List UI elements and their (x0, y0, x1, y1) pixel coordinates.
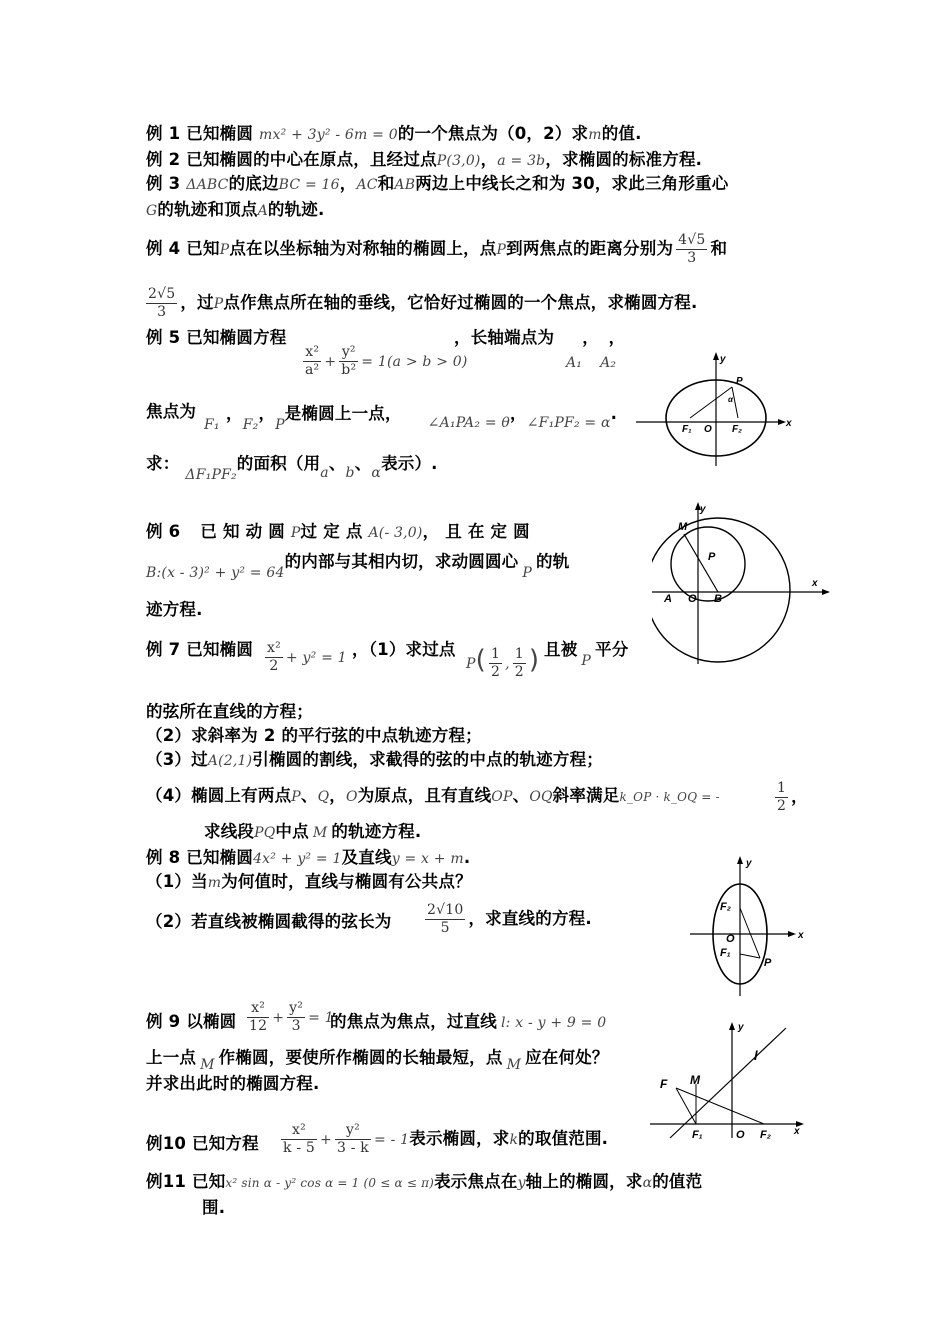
fraction (339, 344, 358, 379)
fraction (146, 286, 177, 321)
example-2 (146, 150, 702, 171)
text: 斜率满足 (552, 786, 620, 805)
equation: a = 3b (497, 153, 546, 169)
equation: k_OP · k_OQ = - (619, 790, 720, 804)
text: （2）若直线被椭圆截得的弦长为 (146, 912, 392, 931)
denominator: 2 (777, 798, 787, 814)
x-arrow-icon (788, 931, 796, 937)
text: 、 (328, 454, 346, 473)
text: 点作焦点所在轴的垂线，它恰好过椭圆的一个焦点，求椭圆方程. (223, 293, 698, 312)
text: 的弦所在直线的方程； (146, 702, 313, 721)
variable: m (207, 875, 222, 891)
label-p: P (736, 376, 743, 387)
label-y: y (738, 1022, 744, 1033)
example-7-point: P( $\frac{1}{2}$ , $\frac{1}{2}$ ) (466, 645, 540, 680)
point: P(3,0) (436, 153, 481, 169)
text: ，过 (180, 293, 214, 312)
example-9-cont2 (146, 1048, 609, 1073)
label-alpha: α (728, 395, 733, 404)
text: 的轨迹和顶点 (157, 200, 258, 219)
label-f2: F₂ (720, 901, 731, 913)
text: 求线段 (204, 822, 255, 841)
fraction (513, 646, 526, 681)
example-5-foci-cont (204, 414, 220, 435)
variable: α (642, 1175, 653, 1191)
point: P (466, 656, 476, 672)
text: 已知椭圆 (180, 848, 254, 867)
text: 的值范 (652, 1172, 703, 1191)
y-arrow-icon (713, 352, 719, 360)
numerator: x² (267, 640, 281, 656)
equation: = 1(a > b > 0) (361, 354, 468, 370)
example-label: 例 3 (146, 174, 181, 193)
numerator: y² (339, 344, 358, 362)
fraction (335, 1122, 371, 1157)
example-7 (146, 640, 253, 660)
denominator: 12 (249, 1018, 268, 1034)
label-y: y (746, 858, 752, 869)
text: 求： (146, 454, 180, 473)
text: （3）过 (146, 750, 208, 769)
text: ， 且 在 定 圆 (422, 522, 530, 541)
example-9-cont (330, 1012, 606, 1033)
numerator: 2√10 (427, 902, 464, 918)
variable: α (371, 465, 382, 481)
fraction (287, 1000, 305, 1035)
x-arrow-icon (822, 589, 830, 595)
example-4-cont (146, 286, 697, 321)
text: ，求椭圆的标准方程. (545, 150, 703, 169)
text: ，求直线的方程. (468, 909, 592, 928)
label-x: x (786, 418, 792, 429)
circle: P (290, 525, 301, 541)
label-l: l (754, 1048, 758, 1063)
example-7-q1 (352, 640, 456, 660)
small-circle (671, 527, 745, 601)
text: 作椭圆，要使所作椭圆的长轴最短，点 (218, 1048, 503, 1067)
variable: a (320, 465, 329, 481)
denominator: 2 (514, 664, 524, 680)
example-5 (146, 328, 286, 348)
point: F₁ (204, 417, 220, 433)
text: ，长轴端点为 (454, 328, 555, 347)
example-label: 例 8 (146, 848, 181, 867)
text: ， (480, 150, 498, 169)
text: 、 (300, 786, 318, 805)
label-y: y (720, 354, 726, 365)
text: 和 (377, 174, 395, 193)
denominator: k - 5 (283, 1140, 316, 1156)
equation: BC = 16 (278, 177, 340, 193)
text: . (463, 848, 471, 867)
numerator: 1 (777, 780, 787, 796)
segment: AB (394, 177, 416, 193)
numerator: y² (335, 1122, 371, 1140)
text: （4）椭圆上有两点 (146, 786, 292, 805)
example-9-cont3 (146, 1074, 319, 1094)
text: 表示焦点在 (434, 1172, 518, 1191)
text: 的一个焦点为（0，2）求 (397, 124, 589, 143)
text: 迹方程. (146, 600, 203, 619)
equation: + y² = 1 (285, 650, 347, 666)
text: 、 (354, 454, 372, 473)
example-5-points (566, 352, 616, 373)
point: A₁ (566, 355, 583, 371)
text: 是椭圆上一点， (284, 404, 402, 423)
example-11 (146, 1172, 702, 1193)
label-o: O (688, 593, 697, 605)
text: ， (339, 174, 357, 193)
text: 围. (202, 1198, 226, 1217)
variable: m (588, 127, 602, 143)
denominator: 3 (291, 1018, 301, 1034)
figure-ellipse-5 (632, 350, 796, 468)
denominator: 3 - k (336, 1140, 369, 1156)
example-3-cont (146, 200, 324, 221)
example-7-q2 (146, 726, 482, 746)
text: 点在以坐标轴为对称轴的椭圆上，点 (229, 239, 497, 258)
example-3 (146, 174, 728, 195)
text: 已知 (180, 239, 220, 258)
numerator: y² (289, 1000, 304, 1016)
example-label: 例 4 (146, 239, 181, 258)
example-6 (146, 522, 530, 543)
text: 且被 (544, 640, 578, 659)
point: A₂ (600, 355, 617, 371)
example-label: 例10 (146, 1134, 187, 1153)
label-f: F (660, 1077, 668, 1091)
example-7-q1c (146, 702, 313, 722)
example-5-ask (146, 454, 438, 483)
numerator: 2√5 (148, 286, 176, 302)
example-9 (146, 1012, 236, 1032)
example-7-q4-frac (772, 780, 808, 815)
example-5-foci (146, 402, 196, 422)
text: 的值. (601, 124, 642, 143)
denominator: 3 (687, 250, 697, 266)
text: 中点 (275, 822, 309, 841)
fraction (489, 646, 502, 681)
segment: OQ (529, 789, 553, 805)
equation: mx² + 3y² - 6m = 0 (259, 127, 398, 143)
label-a: A (664, 593, 672, 605)
text: 已知方程 (186, 1134, 259, 1153)
line-l (670, 1028, 786, 1138)
label-f1: F₁ (692, 1129, 703, 1140)
text: 平分 (595, 640, 629, 659)
text: 为原点，且有直线 (357, 786, 492, 805)
label-x: x (794, 1126, 800, 1137)
denominator: 3 (157, 304, 167, 320)
point: P (522, 565, 533, 581)
equation: = - 1 (374, 1132, 410, 1148)
denominator: b² (341, 362, 357, 378)
example-7-eq (262, 640, 347, 675)
x-arrow-icon (778, 419, 786, 425)
text: 表示椭圆，求 (409, 1129, 510, 1148)
example-7-q1b (544, 640, 629, 669)
example-8 (146, 848, 470, 869)
numerator: x² (281, 1122, 317, 1140)
point: P (275, 417, 285, 433)
text: 的取值范围. (518, 1129, 609, 1148)
example-1 (146, 124, 642, 145)
fraction (676, 232, 707, 267)
angle: ∠A₁PA₂ = θ (427, 415, 511, 431)
text: 的轨迹方程. (331, 822, 422, 841)
angle: ∠F₁PF₂ = α (526, 415, 611, 431)
label-f2: F₂ (732, 424, 742, 435)
example-label: 例 7 (146, 640, 181, 659)
denominator: a² (305, 362, 320, 378)
text: 已知椭圆的中心在原点，且经过点 (180, 150, 437, 169)
figure-circles-6 (652, 500, 830, 666)
text: 上一点 (146, 1048, 197, 1067)
segment-f-f1 (676, 1088, 696, 1124)
example-7-q4b (204, 822, 421, 843)
example-7-q3 (146, 750, 603, 771)
numerator: 4√5 (678, 232, 706, 248)
text: 两边上中线长之和为 30，求此三角形重心 (415, 174, 729, 193)
fraction (265, 640, 283, 675)
equation: 4x² + y² = 1 (253, 851, 342, 867)
denominator: 5 (440, 920, 450, 936)
triangle: ΔF₁PF₂ (185, 467, 237, 483)
segment-f1p (690, 387, 732, 418)
example-4 (146, 232, 727, 267)
text: 焦点为 (146, 402, 197, 421)
text: 并求出此时的椭圆方程. (146, 1074, 320, 1093)
text: ， (226, 404, 243, 423)
fraction (281, 1122, 317, 1157)
label-x: x (798, 930, 804, 941)
example-10-eq: $\frac{\text{x²}}{k - 5}$ + $\frac{\text{y²}}{3 - k}$ = - 1表示椭圆，求k的取值范围. (283, 1122, 609, 1156)
example-6-cont2 (146, 600, 203, 620)
label-m: M (690, 1073, 700, 1087)
fraction (775, 780, 788, 815)
segment: OP (491, 789, 513, 805)
label-o: O (704, 424, 712, 435)
numerator: x² (303, 344, 321, 362)
example-label: 例 2 (146, 150, 181, 169)
segment-mb (684, 534, 718, 592)
example-11-cont (202, 1198, 225, 1218)
y-arrow-icon (729, 1022, 735, 1030)
point: M (506, 1057, 522, 1073)
example-10 (146, 1134, 259, 1154)
point: M (312, 825, 328, 841)
point: O (346, 789, 358, 805)
triangle: ΔABC (186, 177, 229, 193)
text: 已知椭圆 (180, 124, 254, 143)
text: ， (582, 328, 591, 347)
variable: k (509, 1132, 519, 1148)
point: P (581, 653, 592, 669)
text: 及直线 (341, 848, 392, 867)
variable: b (345, 465, 355, 481)
example-8-q1 (146, 872, 472, 893)
label-o: O (726, 933, 735, 945)
segment: PQ (254, 825, 276, 841)
fraction (247, 1000, 269, 1035)
example-8-q2 (146, 912, 391, 932)
point: P (219, 242, 230, 258)
text: 的内部与其相内切，求动圆圆心 (284, 552, 519, 571)
example-label: 例11 (146, 1172, 187, 1191)
label-p: P (764, 957, 772, 969)
text: 的轨迹. (267, 200, 325, 219)
numerator: x² (247, 1000, 269, 1018)
point: F₂ (242, 417, 259, 433)
text: 引椭圆的割线，求截得的弦的中点的轨迹方程； (252, 750, 603, 769)
text: 轴上的椭圆，求 (525, 1172, 643, 1191)
label-b: B (714, 593, 722, 605)
figure-ellipse-8 (690, 852, 808, 998)
text: 到两焦点的距离分别为 (506, 239, 674, 258)
text: 表示）. (381, 454, 438, 473)
point: P (213, 296, 224, 312)
text: ， (329, 786, 346, 805)
text: 的面积（用 (236, 454, 321, 473)
example-8-q2-frac (422, 902, 592, 937)
figure-line-9 (646, 1018, 812, 1140)
point: P (496, 242, 507, 258)
fraction (303, 344, 321, 379)
equation: x² sin α - y² cos α = 1 (0 ≤ α ≤ π) (225, 1176, 435, 1190)
numerator: 1 (514, 646, 524, 662)
example-6-cont (146, 552, 570, 581)
point: G (146, 203, 158, 219)
segment-f1p (740, 954, 760, 958)
text: 已 知 动 圆 (200, 522, 285, 541)
label-p: P (708, 551, 716, 563)
equation: y = x + m (391, 851, 464, 867)
point: M (200, 1057, 215, 1073)
example-label: 例 9 (146, 1012, 181, 1031)
example-7-q4 (146, 786, 720, 807)
text: 和 (710, 239, 728, 258)
example-5-endpoints (454, 328, 625, 348)
y-arrow-icon (737, 856, 743, 864)
example-5-equation: $\frac{\text{x²}}{\text{a²}}$ + $\frac{\text{y²}}{\text{b²}}$ = 1(a > b > 0) (305, 344, 468, 378)
text: 的轨 (536, 552, 570, 571)
equation: = 1 (308, 1010, 334, 1026)
example-label: 例 1 (146, 124, 181, 143)
label-x: x (812, 578, 818, 589)
text: （2）求斜率为 2 的平行弦的中点轨迹方程； (146, 726, 482, 745)
text: 为何值时，直线与椭圆有公共点？ (221, 872, 472, 891)
example-5-foci-cont2 (226, 404, 618, 433)
point: A(2,1) (207, 753, 253, 769)
text: 以椭圆 (180, 1012, 237, 1031)
denominator: 2 (490, 664, 501, 680)
text: 、 (512, 786, 530, 805)
label-y: y (700, 504, 706, 515)
equation: B:(x - 3)² + y² = 64 (146, 565, 285, 581)
label-f1: F₁ (720, 947, 731, 959)
text: 的焦点为焦点，过直线 (330, 1012, 497, 1031)
example-label: 例 5 (146, 328, 181, 347)
label-m: M (678, 521, 688, 533)
point: Q (317, 789, 330, 805)
denominator: 2 (269, 658, 279, 674)
text: 已知椭圆 (180, 640, 254, 659)
point: A (257, 203, 268, 219)
text: （1）当 (146, 872, 208, 891)
text: . (610, 404, 618, 423)
example-9-eq: $\frac{\text{x²}}{12}$ + $\frac{\text{y²}}{3}$ = 1 (249, 1000, 334, 1034)
text: 应在何处？ (525, 1048, 609, 1067)
point: P (291, 789, 301, 805)
label-o: O (736, 1129, 745, 1140)
numerator: 1 (490, 646, 501, 662)
text: ，（1）求过点 (352, 640, 456, 659)
text: ， (608, 328, 626, 347)
variable: y (517, 1175, 526, 1191)
text: 已知 (186, 1172, 226, 1191)
point: A(- 3,0) (368, 525, 423, 541)
example-label: 例 6 (146, 522, 181, 541)
label-f2: F₂ (760, 1129, 771, 1140)
segment-fm-f2 (676, 1088, 764, 1124)
fraction (425, 902, 465, 937)
line-equation: l: x - y + 9 = 0 (501, 1015, 607, 1031)
label-f1: F₁ (682, 424, 692, 435)
text: 过 定 点 (300, 522, 363, 541)
big-circle (652, 518, 790, 662)
text: ， (510, 404, 527, 423)
text: ， (258, 404, 276, 423)
text: 已知椭圆方程 (180, 328, 287, 347)
text: ， (791, 787, 808, 806)
text: 的底边 (228, 174, 279, 193)
segment-f2p (740, 908, 760, 958)
segment: AC (356, 177, 378, 193)
